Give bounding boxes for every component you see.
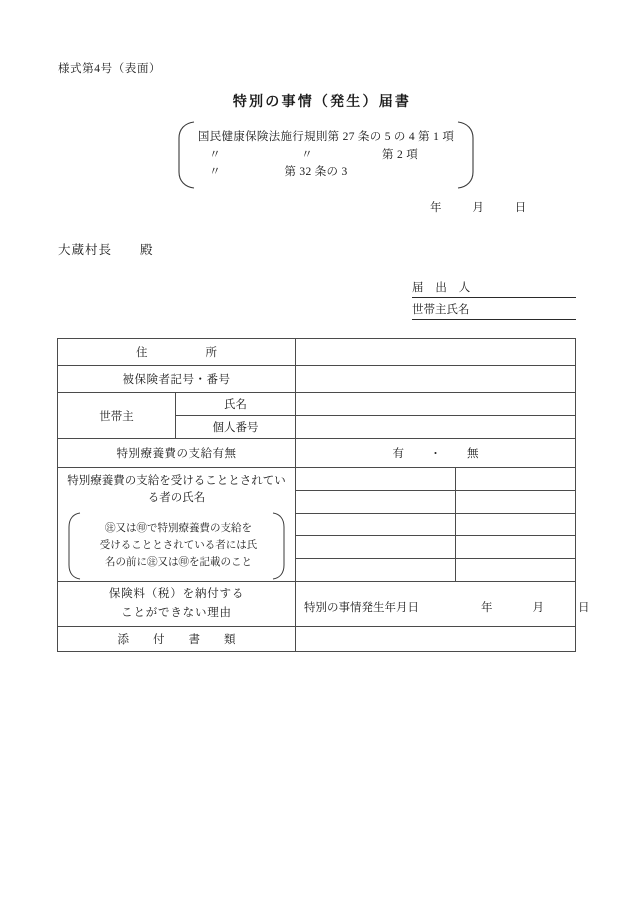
note-brace-left-icon xyxy=(66,511,82,581)
note-line1-post: で特別療養費の支給を xyxy=(147,523,252,534)
recipient-names-heading-line2: る者の氏名 xyxy=(147,492,206,504)
note-text xyxy=(84,520,273,571)
circled-mark-b2-icon: ㊞ xyxy=(178,557,189,568)
submission-date-line xyxy=(430,199,526,215)
note-line3-mid: 又は xyxy=(157,557,179,568)
option-separator-dot: ・ xyxy=(430,448,441,460)
law-reference-clause-3: 第 32 条の 3 xyxy=(284,166,348,178)
recipient-names-heading xyxy=(58,473,295,507)
note-brace-box xyxy=(66,511,287,581)
address-value-cell[interactable] xyxy=(296,339,576,366)
householder-signature-row[interactable] xyxy=(412,298,576,320)
brace-right-icon xyxy=(456,120,476,190)
special-benefit-no-option[interactable]: 無 xyxy=(467,448,479,460)
table-row-attachments xyxy=(58,627,576,652)
name-entry-left-2[interactable] xyxy=(296,490,456,513)
reason-label-line1: 保険料（税）を納付する xyxy=(108,588,245,600)
attachments-label-char-1: 添 xyxy=(117,634,129,646)
ditto-mark-2: 〃 xyxy=(301,148,313,161)
law-reference-line-2 xyxy=(198,147,454,165)
brace-left-icon xyxy=(176,120,196,190)
attachments-label-cell xyxy=(58,627,296,652)
recipient-names-heading-line1: 特別療養費の支給を受けることとされてい xyxy=(67,475,286,487)
name-entry-right-4[interactable] xyxy=(456,536,576,559)
address-label-1: 住 xyxy=(136,347,148,359)
householder-label: 世帯主 xyxy=(58,393,176,439)
recipient-names-label-cell xyxy=(58,468,296,582)
ditto-mark-1: 〃 xyxy=(209,148,221,161)
note-line-2: 受けることとされている者には氏 xyxy=(99,540,258,551)
table-row-special-benefit xyxy=(58,439,576,468)
circled-mark-a-icon: ㊟ xyxy=(105,523,116,534)
insured-number-value-cell[interactable] xyxy=(296,366,576,393)
main-form-table xyxy=(57,338,590,652)
date-day-label: 日 xyxy=(514,202,527,214)
note-brace-right-icon xyxy=(271,511,287,581)
insured-number-label: 被保険者記号・番号 xyxy=(58,366,296,393)
name-entry-left-5[interactable] xyxy=(296,559,456,582)
table-row-insured-number xyxy=(58,366,576,393)
attachments-label-char-4: 類 xyxy=(224,634,236,646)
householder-mynumber-label: 個人番号 xyxy=(176,416,296,439)
address-label-cell xyxy=(58,339,296,366)
attachments-label-char-2: 付 xyxy=(153,634,165,646)
addressee-name: 大蔵村長 xyxy=(58,243,113,257)
name-entry-right-5[interactable] xyxy=(456,559,576,582)
table-row-householder-name xyxy=(58,393,576,416)
note-line3-pre: 名の前に xyxy=(105,557,147,568)
note-line-1 xyxy=(84,520,273,537)
note-line3-post: を記載のこと xyxy=(189,557,252,568)
page-title: 特別の事情（発生）届書 xyxy=(232,95,412,110)
law-reference-line-1: 国民健康保険法施行規則第 27 条の 5 の 4 第 1 項 xyxy=(197,131,455,143)
occurrence-day-label: 日 xyxy=(578,602,590,614)
householder-signature-label: 世帯主氏名 xyxy=(412,304,470,316)
name-entry-left-3[interactable] xyxy=(296,513,456,536)
law-reference-clause-2: 第 2 項 xyxy=(382,148,418,161)
submitter-block xyxy=(412,276,576,320)
name-entry-right-2[interactable] xyxy=(456,490,576,513)
date-year-label: 年 xyxy=(430,202,442,214)
circled-mark-a2-icon: ㊟ xyxy=(147,557,158,568)
special-benefit-label: 特別療養費の支給有無 xyxy=(58,439,296,468)
householder-name-label: 氏名 xyxy=(176,393,296,416)
reason-label-cell xyxy=(58,582,296,627)
table-row-name-1 xyxy=(58,468,576,491)
occurrence-year-label: 年 xyxy=(481,602,493,614)
circled-mark-b-icon: ㊞ xyxy=(136,523,147,534)
name-entry-left-4[interactable] xyxy=(296,536,456,559)
special-benefit-choice-cell[interactable] xyxy=(296,439,576,468)
name-entry-left-1[interactable] xyxy=(296,468,456,491)
address-label-2: 所 xyxy=(205,347,217,359)
name-entry-right-1[interactable] xyxy=(456,468,576,491)
note-line-3 xyxy=(84,554,273,571)
date-month-label: 月 xyxy=(472,202,484,214)
law-reference-block xyxy=(176,120,476,190)
form-code: 様式第4号（表面） xyxy=(58,63,162,75)
filer-signature-row[interactable] xyxy=(412,276,576,298)
name-entry-right-3[interactable] xyxy=(456,513,576,536)
special-benefit-yes-option[interactable]: 有 xyxy=(392,448,404,460)
attachments-value-cell[interactable] xyxy=(296,627,576,652)
attachments-label-char-3: 書 xyxy=(188,634,200,646)
occurrence-date-cell[interactable] xyxy=(296,582,590,627)
note-line1-pre: 又は xyxy=(115,523,137,534)
householder-mynumber-value-cell[interactable] xyxy=(296,416,576,439)
addressee xyxy=(58,240,154,258)
filer-label: 届 出 人 xyxy=(412,282,475,294)
table-row-reason xyxy=(58,582,576,627)
reason-label-line2: ことができない理由 xyxy=(121,607,232,619)
householder-name-value-cell[interactable] xyxy=(296,393,576,416)
law-reference-line-3 xyxy=(198,164,454,182)
occurrence-label: 特別の事情発生年月日 xyxy=(304,602,419,614)
table-row-address xyxy=(58,339,576,366)
occurrence-month-label: 月 xyxy=(532,602,544,614)
ditto-mark-3: 〃 xyxy=(209,166,221,178)
addressee-honorific: 殿 xyxy=(140,243,154,257)
